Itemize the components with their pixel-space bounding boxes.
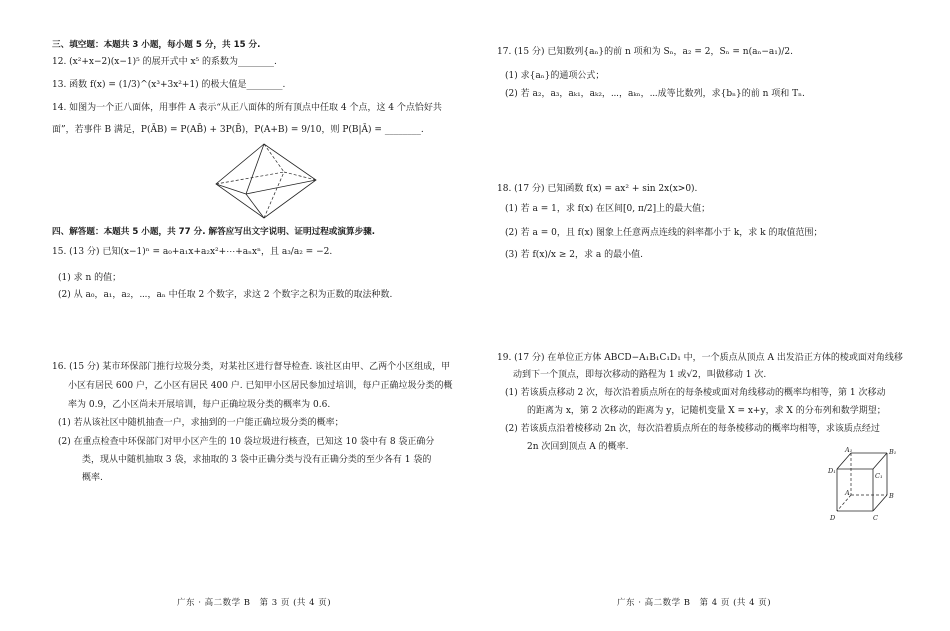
cube-label-b1: B₁	[889, 448, 897, 456]
question-19-part-1-line-2: 的距离为 x，第 2 次移动的距离为 y，记随机变量 X = x+y，求 X 的分布列和数学期望；	[527, 406, 886, 416]
question-12: 12. (x²+x−2)(x−1)⁵ 的展开式中 x⁵ 的系数为________.	[52, 57, 277, 67]
question-13: 13. 函数 f(x) = (1/3)^(x³+3x²+1) 的极大值是________.	[52, 80, 286, 90]
question-16-part-1: (1) 若从该社区中随机抽查一户，求抽到的一户能正确垃圾分类的概率；	[58, 418, 344, 428]
cube-figure	[827, 445, 902, 525]
octahedron-figure	[212, 142, 322, 220]
cube-label-d1: D₁	[828, 467, 836, 475]
question-15: 15. (13 分) 已知(x−1)ⁿ = a₀+a₁x+a₂x²+⋯+aₙxⁿ，且 a₃/a₂ = −2.	[52, 247, 333, 257]
page-4	[497, 0, 903, 631]
question-17-part-2: (2) 若 a₂，a₃，aₖ₁，aₖ₂，⋯，aₖₙ，⋯成等比数列，求{bₙ}的前 n 项和 Tₙ.	[505, 89, 805, 99]
question-14-line-2: 面”，若事件 B 满足，P(ĀB) = P(AB̄) + 3P(B̄)，P(A+B) = 9/10，则 P(B|Ā) = ________.	[52, 125, 424, 135]
question-15-part-1: (1) 求 n 的值；	[58, 273, 122, 283]
question-19-part-2-line-2: 2n 次回到顶点 A 的概率.	[527, 442, 629, 452]
question-18-part-1: (1) 若 a = 1，求 f(x) 在区间[0, π/2]上的最大值；	[505, 204, 711, 214]
question-14-line-1: 14. 如图为一个正八面体，用事件 A 表示“从正八面体的所有顶点中任取 4 个点，这 4 个点恰好共	[52, 103, 442, 113]
question-17-part-1: (1) 求{aₙ}的通项公式；	[505, 71, 605, 81]
cube-label-a1: A₁	[845, 446, 853, 454]
cube-label-b: B	[889, 492, 894, 500]
question-16-part-2-line-3: 概率.	[82, 473, 103, 483]
question-16-line-1: 16. (15 分) 某市环保部门推行垃圾分类，对某社区进行督导检查. 该社区由甲、乙两个小区组成，甲	[52, 362, 451, 372]
question-16-line-3: 率为 0.9，乙小区尚未开展培训，每户正确垃圾分类的概率为 0.6.	[68, 400, 331, 410]
cube-label-c: C	[873, 514, 878, 522]
page-3-footer: 广东 · 高二数学 B 第 3 页 (共 4 页)	[177, 598, 332, 608]
question-18-part-2: (2) 若 a = 0，且 f(x) 图象上任意两点连线的斜率都小于 k，求 k 的取值范围；	[505, 228, 823, 238]
question-19-part-1-line-1: (1) 若该质点移动 2 次，每次沿着质点所在的每条棱或面对角线移动的概率均相等，第 1 次移动	[505, 388, 886, 398]
question-19-part-2-line-1: (2) 若该质点沿着棱移动 2n 次，每次沿着质点所在的每条棱移动的概率均相等，求该质点经过	[505, 424, 880, 434]
cube-label-a: A	[845, 489, 850, 497]
question-16-part-2-line-1: (2) 在重点检查中环保部门对甲小区产生的 10 袋垃圾进行核查，已知这 10 袋中有 8 袋正确分	[58, 437, 435, 447]
question-19-line-2: 动到下一个顶点，即每次移动的路程为 1 或√2，叫做移动 1 次.	[513, 370, 767, 380]
section-3-heading: 三、填空题：本题共 3 小题，每小题 5 分，共 15 分.	[52, 40, 261, 50]
question-16-part-2-line-2: 类，现从中随机抽取 3 袋，求抽取的 3 袋中正确分类与没有正确分类的至少各有 1 袋的	[82, 455, 432, 465]
question-19-line-1: 19. (17 分) 在单位正方体 ABCD−A₁B₁C₁D₁ 中，一个质点从顶点 A 出发沿正方体的棱或面对角线移	[497, 353, 903, 363]
section-4-heading: 四、解答题：本题共 5 小题，共 77 分. 解答应写出文字说明、证明过程或演算步骤.	[52, 227, 376, 237]
page-3	[52, 0, 452, 631]
question-15-part-2: (2) 从 a₀，a₁，a₂，⋯，aₙ 中任取 2 个数字，求这 2 个数字之积为正数的取法种数.	[58, 290, 393, 300]
question-17: 17. (15 分) 已知数列{aₙ}的前 n 项和为 Sₙ，a₂ = 2，Sₙ = n(aₙ−a₁)/2.	[497, 47, 794, 57]
question-18-part-3: (3) 若 f(x)/x ≥ 2，求 a 的最小值.	[505, 250, 643, 260]
cube-label-c1: C₁	[875, 472, 883, 480]
question-18: 18. (17 分) 已知函数 f(x) = ax² + sin 2x(x>0).	[497, 184, 698, 194]
page-4-footer: 广东 · 高二数学 B 第 4 页 (共 4 页)	[617, 598, 772, 608]
cube-label-d: D	[830, 514, 836, 522]
question-16-line-2: 小区有居民 600 户，乙小区有居民 400 户. 已知甲小区居民参加过培训，每户正确垃圾分类的概	[68, 381, 453, 391]
